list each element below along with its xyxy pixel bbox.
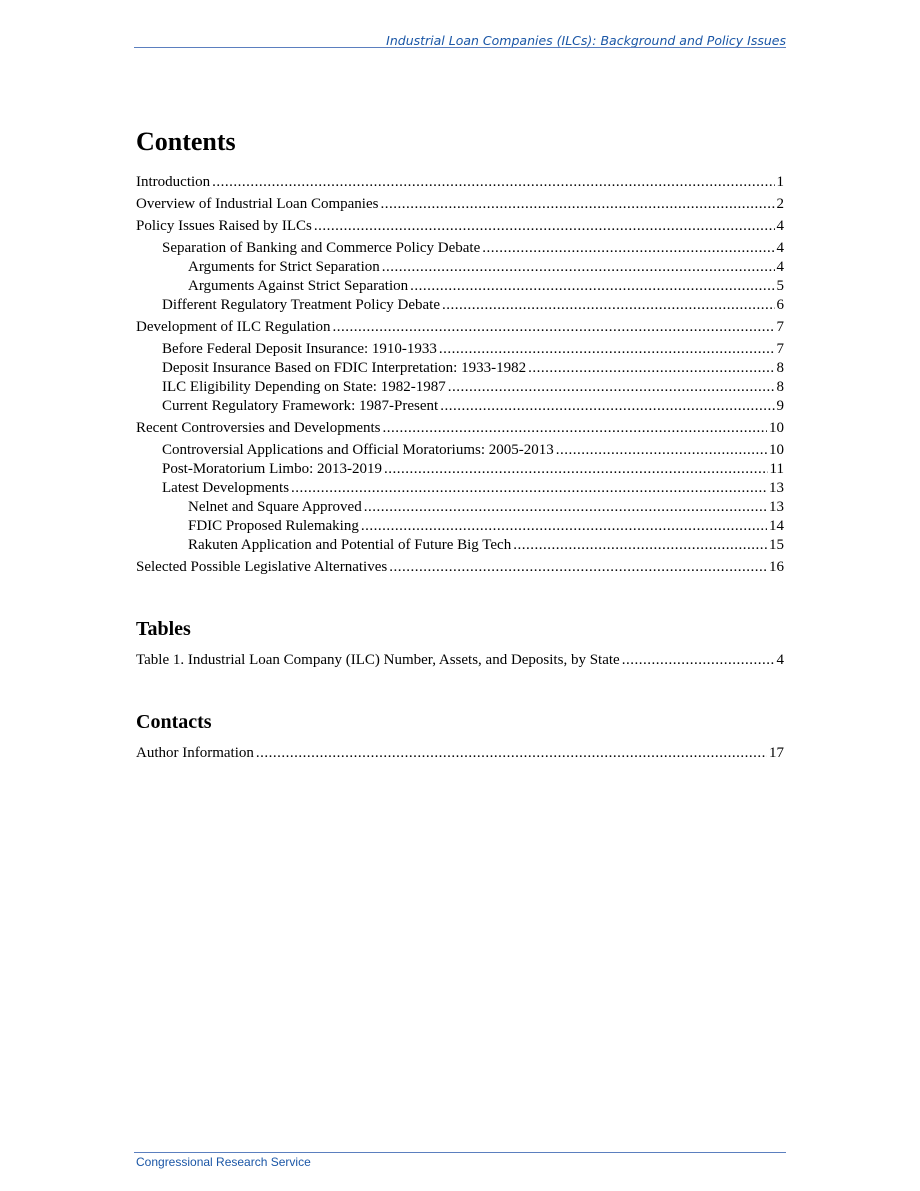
dot-leader: [410, 277, 774, 296]
dot-leader: [364, 498, 767, 517]
toc-entry-page: 5: [776, 278, 784, 294]
toc-entry[interactable]: [136, 277, 784, 296]
toc-entry-page: 15: [769, 537, 784, 553]
dot-leader: [212, 173, 774, 192]
toc-entry-label: Separation of Banking and Commerce Policy Debate: [162, 240, 481, 256]
dot-leader: [314, 217, 775, 236]
dot-leader: [384, 460, 768, 479]
toc-entry[interactable]: [136, 558, 784, 577]
toc-entry-label: Policy Issues Raised by ILCs: [136, 218, 312, 234]
tables-section: [136, 615, 784, 670]
toc-entry[interactable]: [136, 651, 784, 670]
toc-entry[interactable]: [136, 239, 784, 258]
header-rule: [134, 47, 786, 48]
toc-entry-page: 2: [776, 196, 784, 212]
toc-entry-label: Rakuten Application and Potential of Future Big Tech: [188, 537, 512, 553]
tables-heading: Tables: [136, 618, 191, 640]
dot-leader: [622, 651, 775, 670]
toc-entry-page: 13: [769, 499, 784, 515]
toc-entry-page: 7: [776, 341, 784, 357]
contacts-heading: Contacts: [136, 711, 212, 733]
toc-entry-label: Deposit Insurance Based on FDIC Interpretation: 1933-1982: [162, 360, 527, 376]
tables-list: [136, 651, 784, 670]
footer-publisher: Congressional Research Service: [136, 1155, 311, 1169]
dot-leader: [389, 558, 767, 577]
toc-entry-page: 8: [776, 379, 784, 395]
toc-entry[interactable]: [136, 479, 784, 498]
toc-entry-page: 4: [776, 240, 784, 256]
toc-entry[interactable]: [136, 744, 784, 763]
toc-entry[interactable]: [136, 296, 784, 315]
dot-leader: [556, 441, 767, 460]
toc-entry-page: 17: [769, 745, 784, 761]
dot-leader: [361, 517, 767, 536]
dot-leader: [528, 359, 774, 378]
running-header-title: Industrial Loan Companies (ILCs): Background and Policy Issues: [386, 33, 786, 48]
toc-entry[interactable]: [136, 359, 784, 378]
toc-entry-label: Arguments Against Strict Separation: [188, 278, 409, 294]
toc-entry[interactable]: [136, 378, 784, 397]
dot-leader: [383, 419, 767, 438]
toc-entry[interactable]: [136, 217, 784, 236]
toc-entry-label: Recent Controversies and Developments: [136, 420, 381, 436]
toc-entry[interactable]: [136, 460, 784, 479]
toc-entry-page: 13: [769, 480, 784, 496]
toc-entry-page: 8: [776, 360, 784, 376]
toc-entry-page: 7: [776, 319, 784, 335]
toc-entry-label: Controversial Applications and Official Moratoriums: 2005-2013: [162, 442, 554, 458]
contents-heading: Contents: [136, 127, 236, 156]
toc-entry[interactable]: [136, 498, 784, 517]
toc-entry[interactable]: [136, 195, 784, 214]
toc-entry-page: 4: [776, 218, 784, 234]
dot-leader: [440, 397, 774, 416]
toc-entry-page: 4: [776, 259, 784, 275]
toc-entry-page: 6: [776, 297, 784, 313]
toc-entry[interactable]: [136, 318, 784, 337]
dot-leader: [291, 479, 767, 498]
contacts-section: [136, 708, 784, 763]
toc-entry[interactable]: [136, 173, 784, 192]
dot-leader: [256, 744, 767, 763]
toc-entry-page: 14: [769, 518, 784, 534]
toc-entry-page: 1: [776, 174, 784, 190]
toc-entry-page: 4: [776, 652, 784, 668]
toc-entry-label: Author Information: [136, 745, 254, 761]
toc-entry-label: Selected Possible Legislative Alternatives: [136, 559, 388, 575]
dot-leader: [442, 296, 775, 315]
dot-leader: [482, 239, 774, 258]
toc-entry-label: FDIC Proposed Rulemaking: [188, 518, 359, 534]
toc-entry-label: Table 1. Industrial Loan Company (ILC) Number, Assets, and Deposits, by State: [136, 652, 620, 668]
dot-leader: [333, 318, 775, 337]
toc-entry[interactable]: [136, 340, 784, 359]
toc-entry-page: 10: [769, 442, 784, 458]
toc-entry-label: Before Federal Deposit Insurance: 1910-1933: [162, 341, 437, 357]
dot-leader: [380, 195, 774, 214]
dot-leader: [448, 378, 775, 397]
dot-leader: [439, 340, 775, 359]
toc-page: [136, 124, 784, 763]
toc-entry-label: Post-Moratorium Limbo: 2013-2019: [162, 461, 382, 477]
toc-entry-label: Development of ILC Regulation: [136, 319, 331, 335]
contents-section: [136, 124, 784, 577]
footer-rule: [134, 1152, 786, 1153]
contents-list: [136, 173, 784, 577]
toc-entry-label: Introduction: [136, 174, 211, 190]
toc-entry[interactable]: [136, 419, 784, 438]
toc-entry-label: Different Regulatory Treatment Policy Debate: [162, 297, 440, 313]
toc-entry-label: Arguments for Strict Separation: [188, 259, 380, 275]
toc-entry-label: Nelnet and Square Approved: [188, 499, 362, 515]
toc-entry[interactable]: [136, 441, 784, 460]
toc-entry[interactable]: [136, 517, 784, 536]
toc-entry-page: 9: [776, 398, 784, 414]
toc-entry-label: Latest Developments: [162, 480, 290, 496]
toc-entry-page: 11: [769, 461, 784, 477]
toc-entry-label: ILC Eligibility Depending on State: 1982-1987: [162, 379, 446, 395]
dot-leader: [513, 536, 767, 555]
contacts-list: [136, 744, 784, 763]
toc-entry[interactable]: [136, 397, 784, 416]
toc-entry[interactable]: [136, 258, 784, 277]
toc-entry-label: Overview of Industrial Loan Companies: [136, 196, 379, 212]
toc-entry[interactable]: [136, 536, 784, 555]
toc-entry-label: Current Regulatory Framework: 1987-Present: [162, 398, 439, 414]
dot-leader: [382, 258, 775, 277]
toc-entry-page: 10: [769, 420, 784, 436]
toc-entry-page: 16: [769, 559, 784, 575]
